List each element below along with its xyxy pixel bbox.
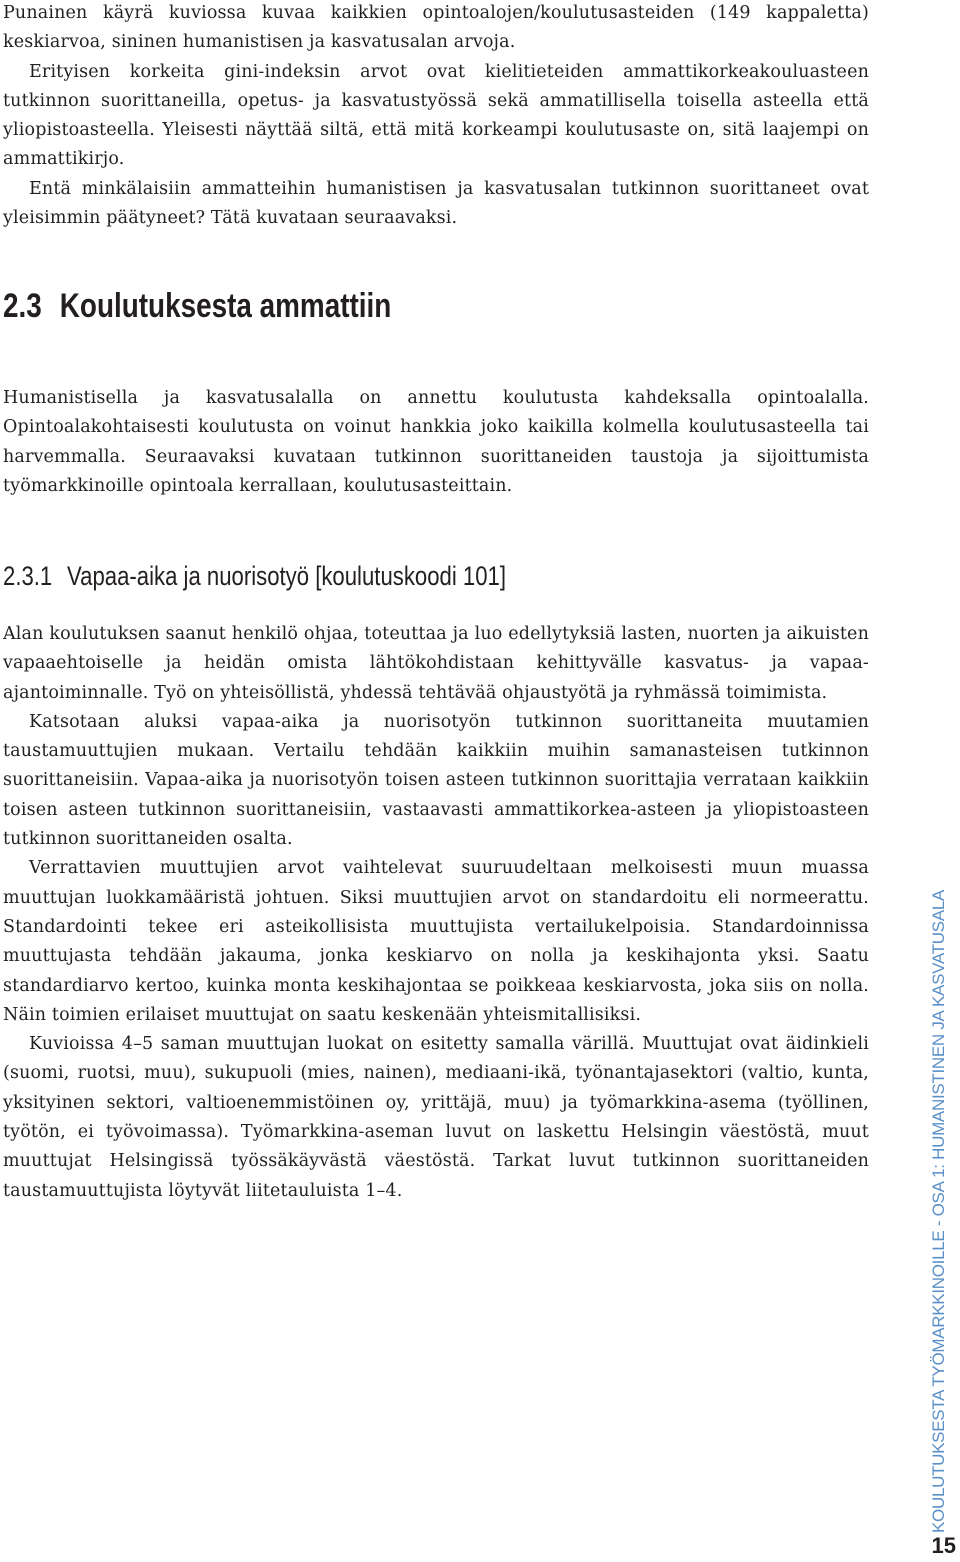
- section-2-3-1-paragraph-1: Alan koulutuksen saanut henkilö ohjaa, toteuttaa ja luo edellytyksiä lasten, nuorten ja aikuisten vapaaehtoiselle ja heidän omista lähtökohdistaan kehittyvälle kasvatus- ja vapaa-ajantoiminnalle. Työ on yhteisöllistä, yhdessä tehtävää ohjaustyötä ja ryhmässä toimimista.: [3, 624, 869, 703]
- section-2-3-1-text: [3, 620, 869, 1206]
- section-2-3-1-paragraph-3: Verrattavien muuttujien arvot vaihtelevat suuruudeltaan melkoisesti muun muassa muuttujan luokkamääristä johtuen. Siksi muuttujien arvot on standardoitu eli normeerattu. Standardointi tekee eri asteikollisista muuttujista vertailukelpoisia. Standardoinnissa muuttujasta tehdään jakauma, jonka keskiarvo on nolla ja keskihajonta yksi. Saatu standardiarvo kertoo, kuinka monta keskihajontaa se poikkeaa keskiarvosta, joka siis on nolla. Näin toimien erilaiset muuttujat on saatu keskenään yhteismitallisiksi.: [3, 858, 869, 1025]
- running-side-label: KOULUTUKSESTA TYÖMARKKINOILLE - OSA 1: HUMANISTINEN JA KASVATUSALA: [929, 889, 948, 1533]
- intro-paragraph-3: Entä minkälaisiin ammatteihin humanistisen ja kasvatusalan tutkinnon suorittaneet ovat yleisimmin päätyneet? Tätä kuvataan seuraavaksi.: [3, 178, 869, 229]
- section-2-3-1-title: Vapaa-aika ja nuorisotyö [koulutuskoodi 101]: [67, 561, 507, 591]
- section-2-3-number: 2.3: [3, 287, 42, 325]
- intro-text: [3, 0, 869, 233]
- intro-paragraph-2: Erityisen korkeita gini-indeksin arvot ovat kielitieteiden ammattikorkeakouluasteen tutkinnon suorittaneilla, opetus- ja kasvatustyössä sekä ammatillisella toisella asteella että yliopistoasteella. Yleisesti näyttää siltä, että mitä korkeampi koulutusaste on, sitä laajempi on ammattikirjo.: [3, 61, 869, 170]
- section-2-3-1-number: 2.3.1: [3, 561, 53, 591]
- section-2-3-1-paragraph-2: Katsotaan aluksi vapaa-aika ja nuorisotyön tutkinnon suorittaneita muutamien taustamuuttujien mukaan. Vertailu tehdään kaikkiin muihin samanasteisen tutkinnon suorittaneisiin. Vapaa-aika ja nuorisotyön toisen asteen tutkinnon suorittajia verrataan kaikkiin toisen asteen tutkinnon suorittaneisiin, vastaavasti ammattikorkea-asteen ja yliopistoasteen tutkinnon suorittaneiden osalta.: [3, 711, 869, 850]
- intro-paragraph-1: Punainen käyrä kuviossa kuvaa kaikkien opintoalojen/koulutusasteiden (149 kappaletta) keskiarvoa, sininen humanistisen ja kasvatusalan arvoja.: [3, 3, 869, 53]
- page-number: 15: [931, 1533, 956, 1558]
- section-2-3-1-paragraph-4: Kuvioissa 4–5 saman muuttujan luokat on esitetty samalla värillä. Muuttujat ovat äidinkieli (suomi, ruotsi, muu), sukupuoli (mies, nainen), mediaani-ikä, työnantajasektori (valtio, kunta, yksityinen sektori, valtioenemmistöinen oy, yrittäjä, muu) ja työmarkkina-asema (työllinen, työtön, ei työvoimassa). Työmarkkina-aseman luvut on laskettu Helsingin väestöstä, muut muuttujat Helsingissä työssäkäyvästä väestöstä. Tarkat luvut tutkinnon suorittaneiden taustamuuttujista löytyvät liitetauluista 1–4.: [3, 1034, 869, 1201]
- section-2-3-title: Koulutuksesta ammattiin: [59, 287, 392, 325]
- section-2-3-text: [3, 384, 869, 501]
- section-2-3-1-heading: [3, 559, 506, 593]
- section-2-3-paragraph-1: Humanistisella ja kasvatusalalla on annettu koulutusta kahdeksalla opintoalalla. Opintoalakohtaisesti koulutusta on voinut hankkia joko kaikilla kolmella koulutusasteella tai harvemmalla. Seuraavaksi kuvataan tutkinnon suorittaneiden taustoja ja sijoittumista työmarkkinoille opintoala kerrallaan, koulutusasteittain.: [3, 388, 869, 496]
- section-2-3-heading: [3, 286, 391, 326]
